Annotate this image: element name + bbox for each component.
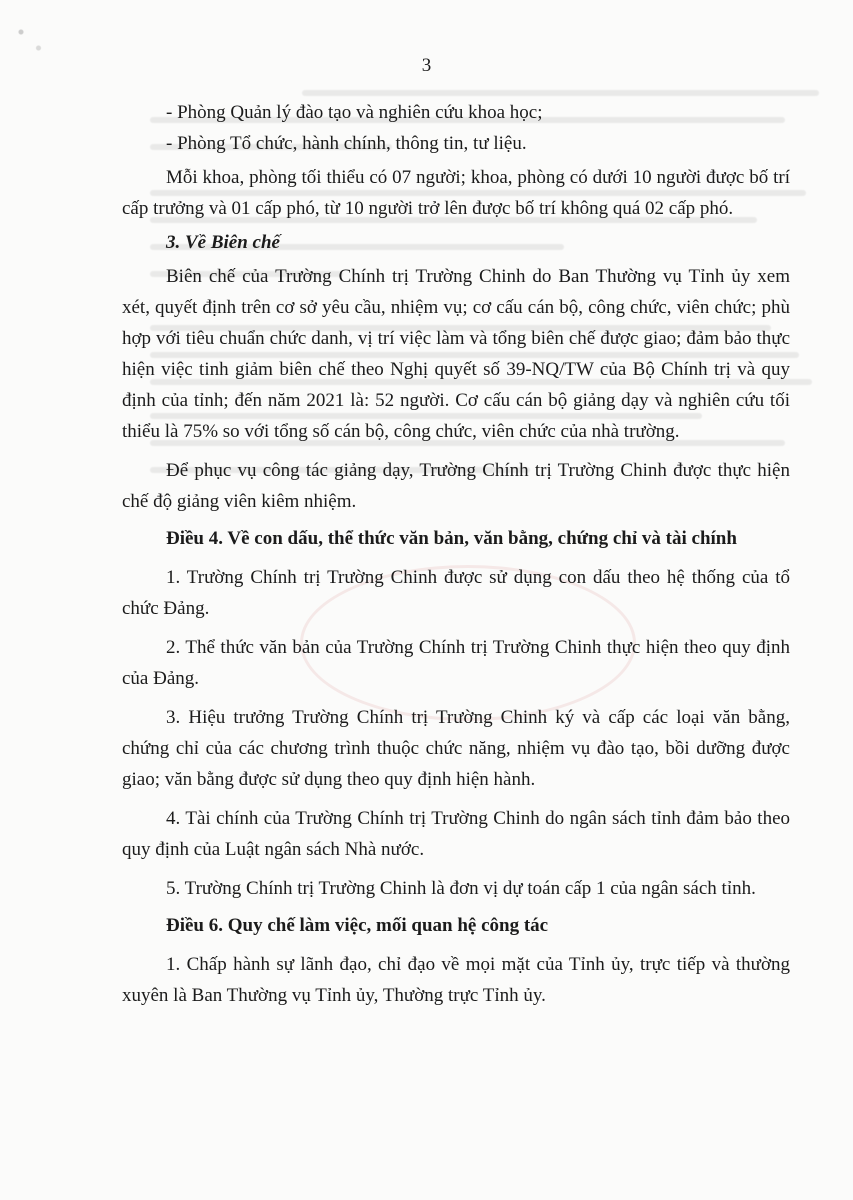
article-4-clause: 3. Hiệu trưởng Trường Chính trị Trường Chinh ký và cấp các loại văn bằng, chứng chỉ của các chương trình thuộc chức năng, nhiệm vụ đào tạo, bồi dưỡng được giao; văn bằng được sử dụng theo quy định hiện hành. [122, 707, 790, 790]
page-number: 3 [421, 55, 432, 76]
article-4-heading: Điều 4. Về con dấu, thể thức văn bản, văn bằng, chứng chỉ và tài chính [166, 528, 737, 549]
list-item: - Phòng Tổ chức, hành chính, thông tin, tư liệu. [166, 133, 527, 154]
section-3-paragraph: Biên chế của Trường Chính trị Trường Chinh do Ban Thường vụ Tỉnh ủy xem xét, quyết định trên cơ sở yêu cầu, nhiệm vụ; cơ cấu cán bộ, công chức, viên chức; phù hợp với tiêu chuẩn chức danh, vị trí việc làm và tổng biên chế được giao; đảm bảo thực hiện việc tinh giảm biên chế theo Nghị quyết số 39-NQ/TW của Bộ Chính trị và quy định của tỉnh; đến năm 2021 là: 52 người. Cơ cấu cán bộ giảng dạy và nghiên cứu tối thiểu là 75% so với tổng số cán bộ, công chức, viên chức của nhà trường. [122, 266, 790, 442]
article-6-heading: Điều 6. Quy chế làm việc, mối quan hệ công tác [166, 915, 549, 936]
article-4-clause: 1. Trường Chính trị Trường Chinh được sử dụng con dấu theo hệ thống của tổ chức Đảng. [122, 567, 790, 619]
article-6-clause: 1. Chấp hành sự lãnh đạo, chỉ đạo về mọi mặt của Tỉnh ủy, trực tiếp và thường xuyên là Ban Thường vụ Tỉnh ủy, Thường trực Tỉnh ủy. [122, 954, 790, 1006]
section-3-paragraph: Để phục vụ công tác giảng dạy, Trường Chính trị Trường Chinh được thực hiện chế độ giảng viên kiêm nhiệm. [122, 460, 790, 512]
list-item: - Phòng Quản lý đào tạo và nghiên cứu khoa học; [166, 102, 543, 123]
staffing-paragraph: Mỗi khoa, phòng tối thiểu có 07 người; khoa, phòng có dưới 10 người được bố trí cấp trưởng và 01 cấp phó, từ 10 người trở lên được bố trí không quá 02 cấp phó. [122, 167, 790, 219]
document-body [122, 97, 790, 1011]
section-3-heading: 3. Về Biên chế [166, 232, 280, 253]
article-4-clause: 4. Tài chính của Trường Chính trị Trường Chinh do ngân sách tỉnh đảm bảo theo quy định của Luật ngân sách Nhà nước. [122, 808, 790, 860]
article-4-clause: 5. Trường Chính trị Trường Chinh là đơn vị dự toán cấp 1 của ngân sách tỉnh. [166, 878, 756, 899]
article-4-clause: 2. Thể thức văn bản của Trường Chính trị Trường Chinh thực hiện theo quy định của Đảng. [122, 637, 790, 689]
